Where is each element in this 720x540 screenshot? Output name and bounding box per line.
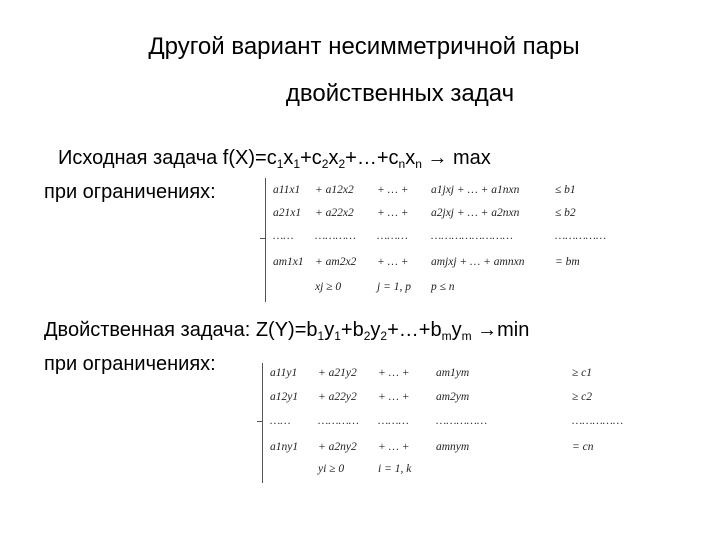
dual-system-cell: ………	[378, 415, 409, 427]
dual-heading-text: y	[451, 319, 462, 341]
primal-system-cell: a21x1	[273, 207, 302, 219]
primal-sub: 1	[276, 157, 284, 171]
dual-system-cell: ……	[270, 415, 291, 427]
dual-sub: m	[441, 329, 452, 343]
dual-system-cell: yi ≥ 0	[318, 463, 345, 475]
dual-system-cell: + a2ny2	[318, 441, 357, 453]
primal-constraint-system	[265, 178, 615, 302]
dual-system-cell: ……………	[572, 415, 624, 427]
dual-system-cell: a12y1	[270, 391, 299, 403]
dual-sub: 1	[334, 329, 341, 343]
system-brace	[265, 178, 270, 302]
dual-system-cell: am1ym	[436, 367, 470, 379]
primal-system-cell: + a22x2	[315, 207, 354, 219]
slide-title-line-2: двойственных задач	[285, 80, 515, 107]
dual-system-cell: a1ny1	[270, 441, 299, 453]
dual-system-cell: + … +	[378, 391, 410, 403]
dual-heading-text: Двойственная задача: Z(Y)=b	[44, 319, 318, 341]
dual-heading-text: +…+b	[387, 319, 442, 341]
dual-system-cell: + a21y2	[318, 367, 357, 379]
primal-system-cell: + a12x2	[315, 184, 354, 196]
primal-heading-text: +…+c	[345, 147, 399, 169]
primal-heading-text: x	[328, 147, 339, 169]
primal-system-cell: + … +	[377, 184, 409, 196]
primal-heading-text: Исходная задача f(X)=c	[58, 147, 277, 169]
primal-sub: n	[398, 157, 406, 171]
primal-system-cell: p ≤ n	[431, 281, 455, 293]
dual-system-cell: + … +	[378, 441, 410, 453]
dual-system-cell: am2ym	[436, 391, 470, 403]
primal-system-cell: ………	[377, 230, 408, 242]
dual-system-cell: amnym	[436, 441, 470, 453]
primal-system-cell: ……………………	[431, 230, 513, 242]
dual-constraints-label: при ограничениях:	[44, 353, 216, 375]
primal-system-cell: ≤ b2	[555, 207, 576, 219]
primal-sub: 1	[293, 157, 301, 171]
dual-system-cell: = cn	[572, 441, 594, 453]
primal-heading-text: +c	[300, 147, 322, 169]
dual-system-cell: ……………	[436, 415, 488, 427]
dual-system-cell: + a22y2	[318, 391, 357, 403]
dual-heading-text: y	[324, 319, 335, 341]
dual-sub: 2	[380, 329, 388, 343]
primal-system-cell: a1jxj + … + a1nxn	[431, 184, 520, 196]
primal-system-cell: j = 1, p	[377, 281, 411, 293]
primal-system-cell: ……………	[555, 230, 607, 242]
primal-system-cell: = bm	[555, 256, 580, 268]
primal-system-cell: …………	[315, 230, 356, 242]
system-brace	[262, 363, 267, 483]
primal-sub: n	[415, 157, 422, 171]
primal-system-cell: a11x1	[273, 184, 301, 196]
primal-system-cell: + … +	[377, 256, 409, 268]
dual-constraint-system	[262, 363, 632, 483]
dual-heading-text: y	[370, 319, 381, 341]
dual-heading-text: →min	[471, 319, 530, 341]
dual-system-cell: …………	[318, 415, 359, 427]
primal-system-cell: ≤ b1	[555, 184, 576, 196]
dual-system-cell: i = 1, k	[378, 463, 412, 475]
primal-heading	[58, 146, 491, 170]
primal-sub: 2	[338, 157, 346, 171]
dual-heading-text: +b	[340, 319, 364, 341]
dual-sub: 1	[317, 329, 325, 343]
dual-system-cell: a11y1	[270, 367, 298, 379]
dual-system-cell: + … +	[378, 367, 410, 379]
primal-heading-text: → max	[421, 147, 491, 169]
dual-sub: m	[461, 329, 472, 343]
dual-system-cell: ≥ c1	[572, 367, 593, 379]
dual-heading	[44, 318, 529, 342]
primal-system-cell: ……	[273, 230, 294, 242]
primal-heading-text: x	[405, 147, 416, 169]
primal-system-cell: a2jxj + … + a2nxn	[431, 207, 520, 219]
dual-sub: 2	[363, 329, 371, 343]
primal-system-cell: amjxj + … + amnxn	[431, 256, 525, 268]
dual-system-cell: ≥ c2	[572, 391, 593, 403]
slide-title-line-1: Другой вариант несимметричной пары	[148, 33, 580, 60]
primal-system-cell: + am2x2	[315, 256, 357, 268]
primal-sub: 2	[321, 157, 329, 171]
primal-constraints-label: при ограничениях:	[44, 181, 216, 203]
primal-heading-text: x	[283, 147, 294, 169]
primal-system-cell: + … +	[377, 207, 409, 219]
primal-system-cell: xj ≥ 0	[315, 281, 342, 293]
primal-system-cell: am1x1	[273, 256, 304, 268]
